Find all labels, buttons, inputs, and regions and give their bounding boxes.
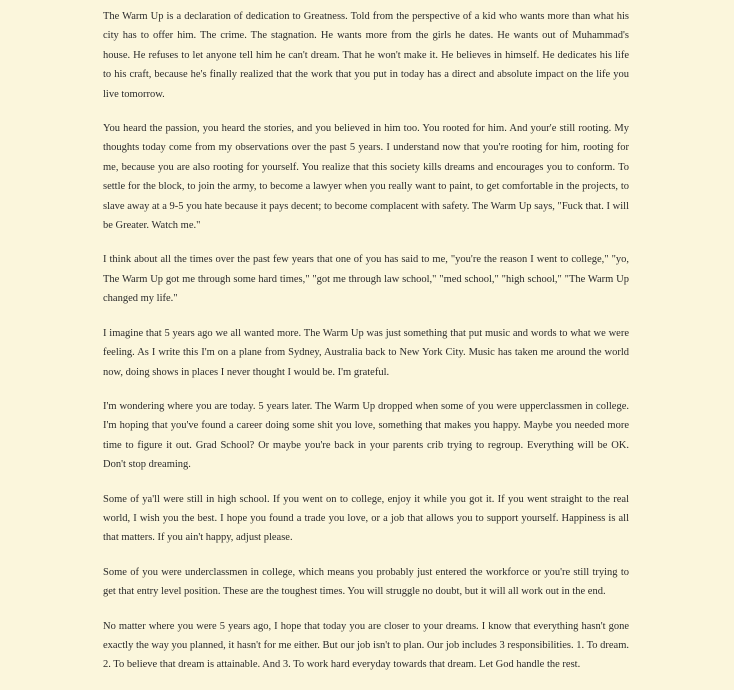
letter-body bbox=[103, 7, 629, 690]
paragraph-8: No matter where you were 5 years ago, I hope that today you are closer to your dreams. I know that everything hasn't gone exactly the way you planned, it hasn't for me either. But our job isn't to plan. Our job includes 3 responsibilities. 1. To dream. 2. To believe that dream is attainable. And 3. To work hard everyday towards that dream. Let God handle the rest. bbox=[103, 620, 629, 671]
paragraph-7: Some of you were underclassmen in college, which means you probably just entered the workforce or you're still trying to get that entry level position. These are the toughest times. You will struggle no doubt, but it will all work out in the end. bbox=[103, 566, 629, 598]
paragraph-4: I imagine that 5 years ago we all wanted more. The Warm Up was just something that put music and words to what we were feeling. As I write this I'm on a plane from Sydney, Australia back to New York City. Music has taken me around the world now, doing shows in places I never thought I would be. I'm grateful. bbox=[103, 327, 629, 378]
paragraph-5: I'm wondering where you are today. 5 years later. The Warm Up dropped when some of you were upperclassmen in college. I'm hoping that you've found a career doing some shit you love, something that makes you happy. Maybe you needed more time to figure it out. Grad School? Or maybe you're back in your parents crib trying to regroup. Everything will be OK. Don't stop dreaming. bbox=[103, 400, 629, 471]
paragraph-6: Some of ya'll were still in high school. If you went on to college, enjoy it while you got it. If you went straight to the real world, I wish you the best. I hope you found a trade you love, or a job that allows you to support yourself. Happiness is all that matters. If you ain't happy, adjust please. bbox=[103, 493, 629, 544]
paragraph-3: I think about all the times over the past few years that one of you has said to me, "you're the reason I went to college," "yo, The Warm Up got me through some hard times," "got me through law school," "med school," "high school," "The Warm Up changed my life." bbox=[103, 254, 629, 305]
paragraph-1: The Warm Up is a declaration of dedication to Greatness. Told from the perspective of a kid who wants more than what his city has to offer him. The crime. The stagnation. He wants more from the girls he dates. He wants out of Muhammad's house. He refuses to let anyone tell him he can't dream. That he won't make it. He believes in himself. He dedicates his life to his craft, because he's finally realized that the work that you put in today has a direct and absolute impact on the life you live tomorrow. bbox=[103, 11, 629, 100]
paragraph-2: You heard the passion, you heard the stories, and you believed in him too. You rooted for him. And your'e still rooting. My thoughts today come from my observations over the past 5 years. I understand now that you're rooting for him, rooting for me, because you are also rooting for yourself. You realize that this society kills dreams and encourages you to conform. To settle for the block, to join the army, to become a lawyer when you really want to paint, to get comfortable in the projects, to slave away at a 9-5 you hate because it pays decent; to become complacent with safety. The Warm Up says, "Fuck that. I will be Greater. Watch me." bbox=[103, 123, 629, 232]
